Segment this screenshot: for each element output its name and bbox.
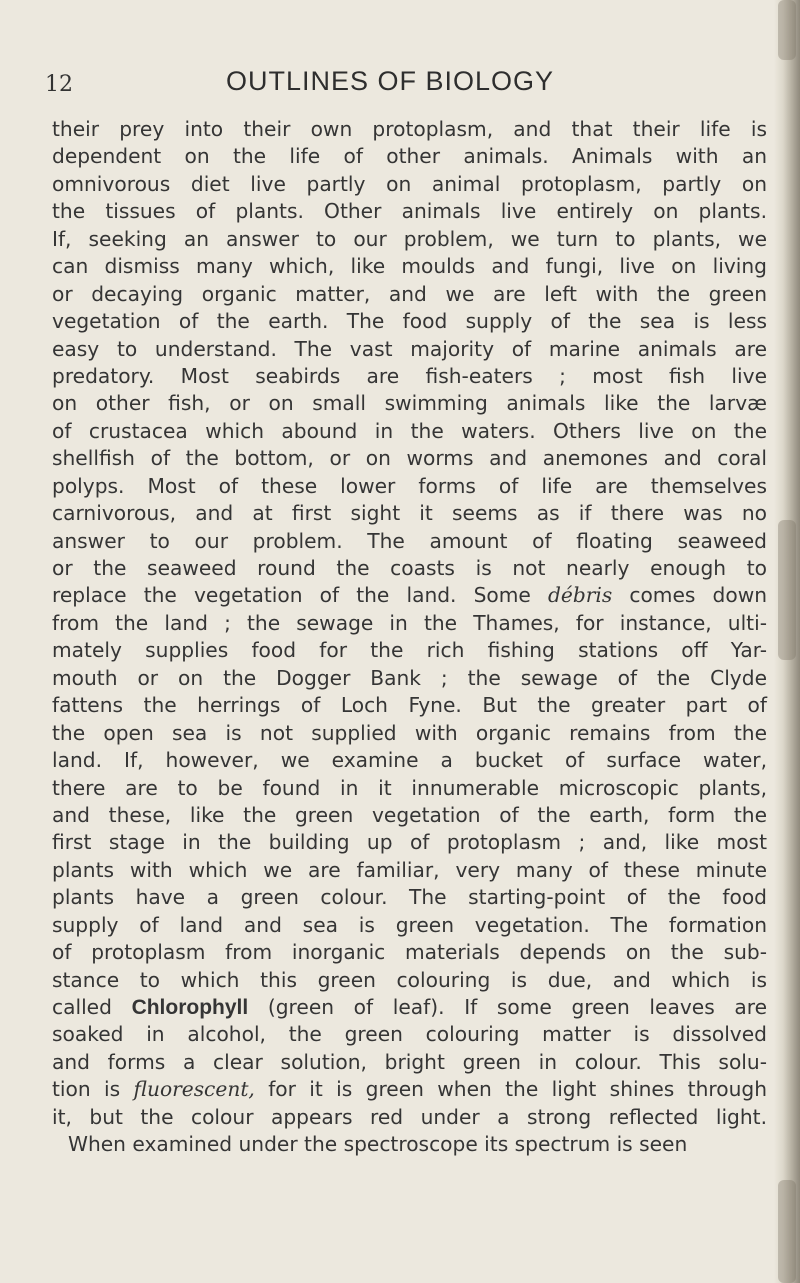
text-line: polyps. Most of these lower forms of life are themselves <box>52 473 767 498</box>
text-line: land. If, however, we examine a bucket of surface water, <box>52 748 767 773</box>
line-prefix: replace the vegetation of the land. Some <box>52 583 548 608</box>
edge-stain <box>778 0 796 60</box>
text-line: from the land ; the sewage in the Thames, for instance, ulti- <box>52 610 767 635</box>
text-line: dependent on the life of other animals. Animals with an <box>52 144 767 169</box>
text-line: on other fish, or on small swimming animals like the larvæ <box>52 391 767 416</box>
text-line: or the seaweed round the coasts is not nearly enough to <box>52 556 767 580</box>
text-line: of protoplasm from inorganic materials depends on the sub- <box>52 940 767 965</box>
text-line: soaked in alcohol, the green colouring matter is dissolved <box>52 1022 767 1047</box>
text-line: the tissues of plants. Other animals live entirely on plants. <box>52 199 767 224</box>
bold-term-chlorophyll: Chlorophyll <box>131 996 249 1019</box>
text-line: and forms a clear solution, bright green in colour. This solu- <box>52 1049 767 1074</box>
text-line: shellfish of the bottom, or on worms and anemones and coral <box>52 446 767 471</box>
text-line: mately supplies food for the rich fishing stations off Yar- <box>52 638 767 663</box>
text-line: mouth or on the Dogger Bank ; the sewage of the Clyde <box>52 665 767 690</box>
text-line: plants with which we are familiar, very many of these minute <box>52 857 767 882</box>
edge-stain <box>778 520 796 660</box>
text-line: easy to understand. The vast majority of marine animals are <box>52 336 767 361</box>
edge-stain <box>778 1180 796 1283</box>
text-line-debris <box>52 582 767 609</box>
line-prefix: tion is <box>52 1077 134 1102</box>
text-line: When examined under the spectroscope its spectrum is seen <box>68 1132 688 1157</box>
line-prefix: called <box>52 995 132 1019</box>
text-line: answer to our problem. The amount of floating seaweed <box>52 528 767 553</box>
running-head: OUTLINES OF BIOLOGY <box>225 66 555 96</box>
text-line: there are to be found in it innumerable microscopic plants, <box>52 775 767 800</box>
text-line: first stage in the building up of protoplasm ; and, like most <box>52 830 767 855</box>
text-line: If, seeking an answer to our problem, we turn to plants, we <box>52 226 767 251</box>
text-line: plants have a green colour. The starting-point of the food <box>52 885 767 910</box>
page-number: 12 <box>45 72 73 97</box>
text-line: supply of land and sea is green vegetation. The formation <box>52 912 767 937</box>
text-line: vegetation of the earth. The food supply of the sea is less <box>52 309 767 334</box>
text-line-chlorophyll <box>52 994 767 1021</box>
line-suffix: for it is green when the light shines through <box>254 1077 767 1102</box>
text-line: of crustacea which abound in the waters. Others live on the <box>52 418 767 443</box>
text-line: the open sea is not supplied with organic remains from the <box>52 720 767 745</box>
text-line-fluorescent <box>52 1076 767 1103</box>
text-line: omnivorous diet live partly on animal protoplasm, partly on <box>52 171 767 196</box>
text-line: their prey into their own protoplasm, and that their life is <box>52 117 767 141</box>
italic-term-debris: débris <box>547 583 613 608</box>
text-line: carnivorous, and at first sight it seems as if there was no <box>52 501 767 526</box>
page-edge-shadow <box>774 0 800 1283</box>
text-line: stance to which this green colouring is due, and which is <box>52 967 767 992</box>
line-suffix: (green of leaf). If some green leaves are <box>248 995 767 1019</box>
text-line: predatory. Most seabirds are fish-eaters ; most fish live <box>52 363 767 388</box>
italic-term-fluorescent: fluorescent, <box>133 1077 255 1102</box>
text-line: or decaying organic matter, and we are left with the green <box>52 281 767 306</box>
body-text <box>52 116 767 1159</box>
line-suffix: comes down <box>612 583 767 608</box>
text-line: and these, like the green vegetation of the earth, form the <box>52 802 767 827</box>
text-line: fattens the herrings of Loch Fyne. But the greater part of <box>52 693 767 718</box>
text-line: can dismiss many which, like moulds and fungi, live on living <box>52 254 767 279</box>
text-line: it, but the colour appears red under a strong reflected light. <box>52 1104 767 1129</box>
